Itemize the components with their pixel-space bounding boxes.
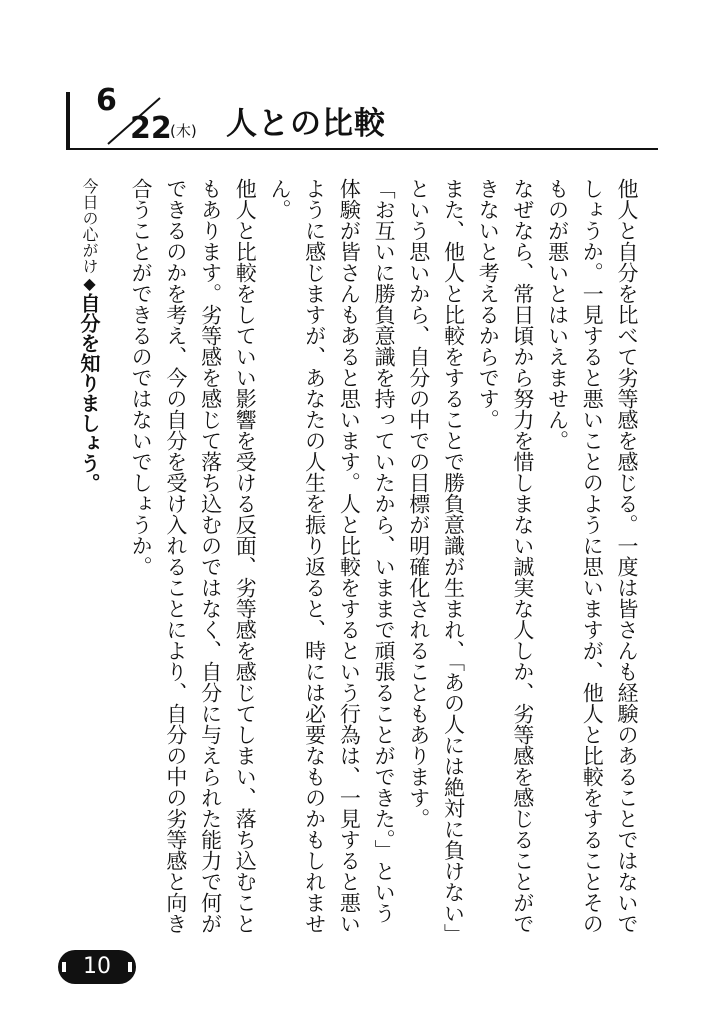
page-header bbox=[0, 0, 724, 160]
date-weekday: (木) bbox=[170, 122, 197, 140]
motto-label: 今日の心がけ bbox=[80, 178, 99, 274]
header-underline bbox=[66, 148, 658, 150]
paragraph: また、他人と比較をすることで勝負意識が生まれ、「あの人には絶対に負けない」という思いから、自分の中での目標が明確化されることもあります。 bbox=[406, 178, 466, 934]
paragraph: 他人と自分を比べて劣等感を感じる。一度は皆さんも経験のあることではないでしょうか。一見すると悪いことのように思いますが、他人と比較をすることそのものが悪いとはいえません。 bbox=[545, 178, 639, 934]
paragraph: なぜなら、常日頃から努力を惜しまない誠実な人しか、劣等感を感じることができないと考えるからです。 bbox=[476, 178, 535, 934]
daily-motto bbox=[78, 178, 100, 718]
header-vertical-bar bbox=[66, 92, 70, 150]
paragraph: 「お互いに勝負意識を持っていたから、いままで頑張ることができた。」という体験が皆さんもあると思います。人と比較をするという行為は、一見すると悪いように感じますが、あなたの人生を振り返ると、時には必要なものかもしれません。 bbox=[267, 178, 397, 934]
body-text bbox=[129, 178, 644, 938]
page-title: 人との比較 bbox=[226, 106, 386, 142]
page-number-badge bbox=[58, 950, 136, 984]
diamond-icon: ◆ bbox=[80, 274, 99, 293]
date-day: 22 bbox=[130, 111, 172, 146]
page-number: 10 bbox=[83, 954, 111, 979]
paragraph: 他人と比較をしていい影響を受ける反面、劣等感を感じてしまい、落ち込むこともあります。劣等感を感じて落ち込むのではなく、自分に与えられた能力で何ができるのかを考え、今の自分を受け入れることにより、自分の中の劣等感と向き合うことができるのではないでしょうか。 bbox=[129, 178, 258, 934]
motto-text: 自分を知りましょう。 bbox=[77, 293, 101, 493]
date-month: 6 bbox=[96, 83, 117, 118]
